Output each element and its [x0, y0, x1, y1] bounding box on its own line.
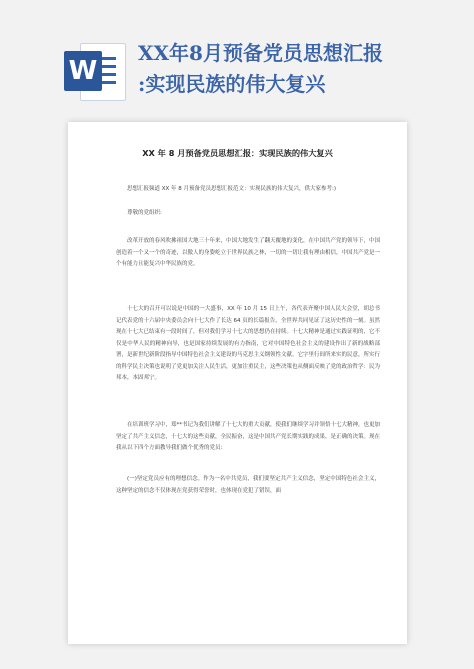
page-title-line2: :实现民族的伟大复兴	[138, 72, 326, 96]
document-paragraph: 十七大的召开可以说是中国的一大盛事，XX 年 10 月 15 日上午，各代表齐聚中国人民大会堂，胡总书记代表党的十六届中央委员会向十七大作了长达 64 页的长篇报告，全世界共同见证了这历史性的一刻。虽然现在十七大已结束有一段时间了，但对我们学习十七大的思想仍在持续。十七大精神是通过实践证明的，它不仅是中华人民的精神向导，也是国家持续发展的有力指南，它对中国特色社会主义的建设作出了新的战略部署，是新世纪新阶段指导中国特色社会主义建设的马克思主义纲领性文献。它字里行间所来实的民意，所实行的科学民主决策也说明了党更加关注人民生活，更加注重民主，这些决策也从侧面反映了党的政治哲学：民为邦本，本固邦宁。	[116, 306, 381, 381]
document-page	[68, 122, 407, 644]
word-document-icon	[64, 39, 126, 103]
document-paragraph: 在培训班学习中，郑**书记为我们讲解了十七大的重大贡献，使我们继续学习并领悟十七大精神，也更加坚定了共产主义信念，十七大的这些贡献，全民振奋，这是中国共产党长期实践的成果，是正确的决策。现在我从以下四个方面教导我们做个优秀的党员:	[116, 422, 381, 451]
page-title-line1: XX年8月预备党员思想汇报	[138, 41, 383, 65]
document-paragraph: (一)坚定党员应有的理想信念。作为一名中共党员，我们要坚定共产主义信念，坚定中国特色社会主义，这种坚定的信念不仅体现在党获得荣誉时，也体现在党犯了错误，面	[116, 476, 380, 494]
document-paragraph: 改革开放的春风吹拂祖国大地三十年来，中国大地发生了翻天覆地的变化，在中国共产党的领导下，中国创造着一个又一个的奇迹，以傲人的身姿屹立于世界民族之林，一切的一切让我有理由相信，中国共产党是一个有能力且能复兴中华民族的党。	[116, 238, 381, 267]
header-banner	[0, 0, 474, 122]
page-title	[138, 38, 468, 100]
document-intro: 思想汇报频道 XX 年 8 月预备党员思想汇报范文：实现民族的伟大复兴，供大家参考:)	[127, 186, 337, 192]
word-icon-letter: W	[64, 51, 102, 91]
document-salutation: 尊敬的党组织:	[127, 210, 162, 216]
document-title: XX 年 8 月预备党员思想汇报：实现民族的伟大复兴	[142, 148, 333, 158]
